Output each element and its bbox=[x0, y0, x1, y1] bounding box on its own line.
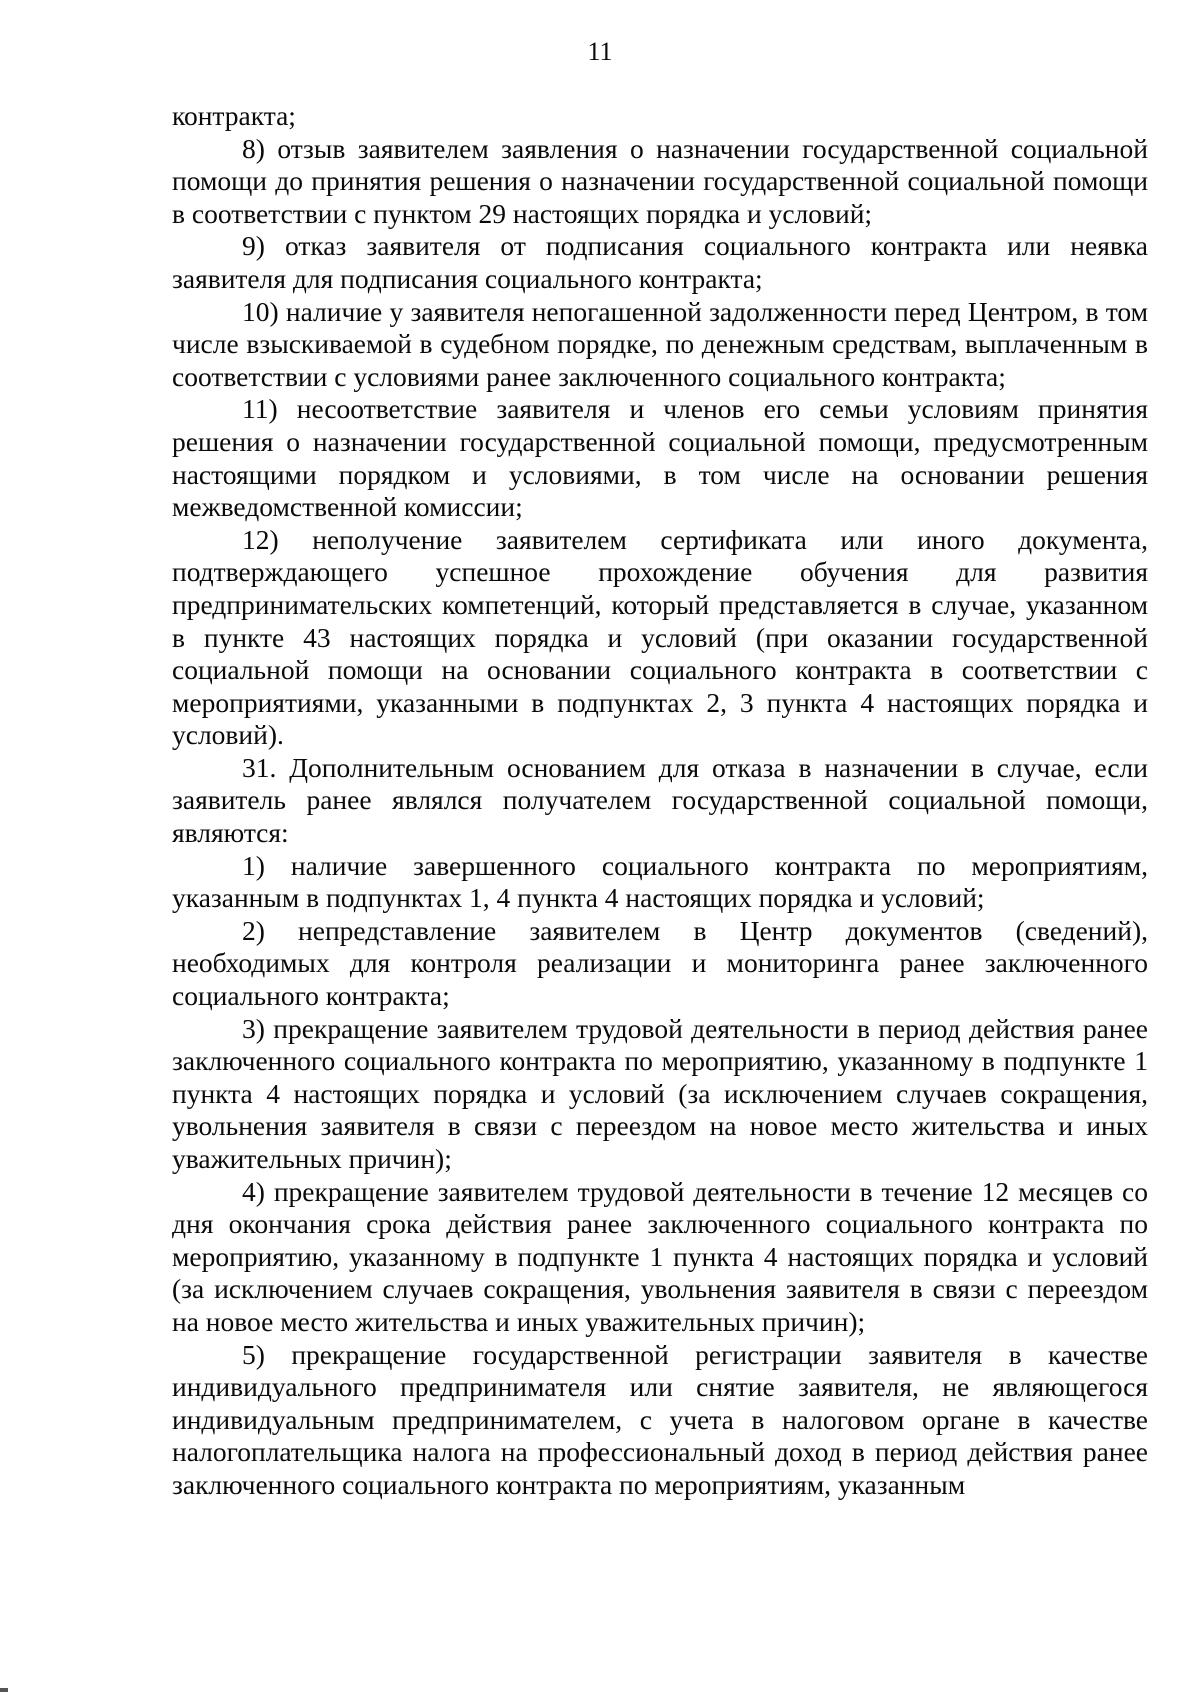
scan-edge-mark bbox=[0, 1688, 8, 1692]
body-text bbox=[172, 100, 1148, 1502]
paragraph-item-12: 12) неполучение заявителем сертификата или иного документа, подтверждающего успешное прохождение обучения для развития предпринимательских компетенций, который представляется в случае, указанном в пункте 43 настоящих порядка и условий (при оказании государственной социальной помощи на основании социального контракта в соответствии с мероприятиями, указанными в подпунктах 2, 3 пункта 4 настоящих порядка и условий). bbox=[172, 523, 1148, 751]
paragraph-item-11: 11) несоответствие заявителя и членов его семьи условиям принятия решения о назначении государственной социальной помощи, предусмотренным настоящими порядком и условиями, в том числе на основании решения межведомственной комиссии; bbox=[172, 393, 1148, 523]
paragraph-clause-31-item-4: 4) прекращение заявителем трудовой деятельности в течение 12 месяцев со дня окончания срока действия ранее заключенного социального контракта по мероприятию, указанному в подпункте 1 пункта 4 настоящих порядка и условий (за исключением случаев сокращения, увольнения заявителя в связи с переездом на новое место жительства и иных уважительных причин); bbox=[172, 1175, 1148, 1337]
page-number: 11 bbox=[587, 37, 613, 66]
paragraph-continuation: контракта; bbox=[172, 100, 296, 131]
paragraph-clause-31-item-5: 5) прекращение государственной регистрации заявителя в качестве индивидуального предпринимателя или снятие заявителя, не являющегося индивидуальным предпринимателем, с учета в налоговом органе в качестве налогоплательщика налога на профессиональный доход в период действия ранее заключенного социального контракта по мероприятиям, указанным bbox=[172, 1338, 1148, 1500]
paragraph-item-10: 10) наличие у заявителя непогашенной задолженности перед Центром, в том числе взыскиваемой в судебном порядке, по денежным средствам, выплаченным в соответствии с условиями ранее заключенного социального контракта; bbox=[172, 295, 1148, 392]
paragraph-clause-31-item-3: 3) прекращение заявителем трудовой деятельности в период действия ранее заключенного социального контракта по мероприятию, указанному в подпункте 1 пункта 4 настоящих порядка и условий (за исключением случаев сокращения, увольнения заявителя в связи с переездом на новое место жительства и иных уважительных причин); bbox=[172, 1012, 1148, 1174]
paragraph-clause-31-item-2: 2) непредставление заявителем в Центр документов (сведений), необходимых для контроля реализации и мониторинга ранее заключенного социального контракта; bbox=[172, 914, 1148, 1012]
paragraph-clause-31-item-1: 1) наличие завершенного социального контракта по мероприятиям, указанным в подпунктах 1, 4 пункта 4 настоящих порядка и условий; bbox=[172, 849, 1148, 914]
paragraph-clause-31: 31. Дополнительным основанием для отказа в назначении в случае, если заявитель ранее являлся получателем государственной социальной помощи, являются: bbox=[172, 751, 1148, 849]
paragraph-item-8: 8) отзыв заявителем заявления о назначении государственной социальной помощи до принятия решения о назначении государственной социальной помощи в соответствии с пунктом 29 настоящих порядка и условий; bbox=[172, 132, 1148, 229]
paragraph-item-9: 9) отказ заявителя от подписания социального контракта или неявка заявителя для подписания социального контракта; bbox=[172, 230, 1148, 294]
